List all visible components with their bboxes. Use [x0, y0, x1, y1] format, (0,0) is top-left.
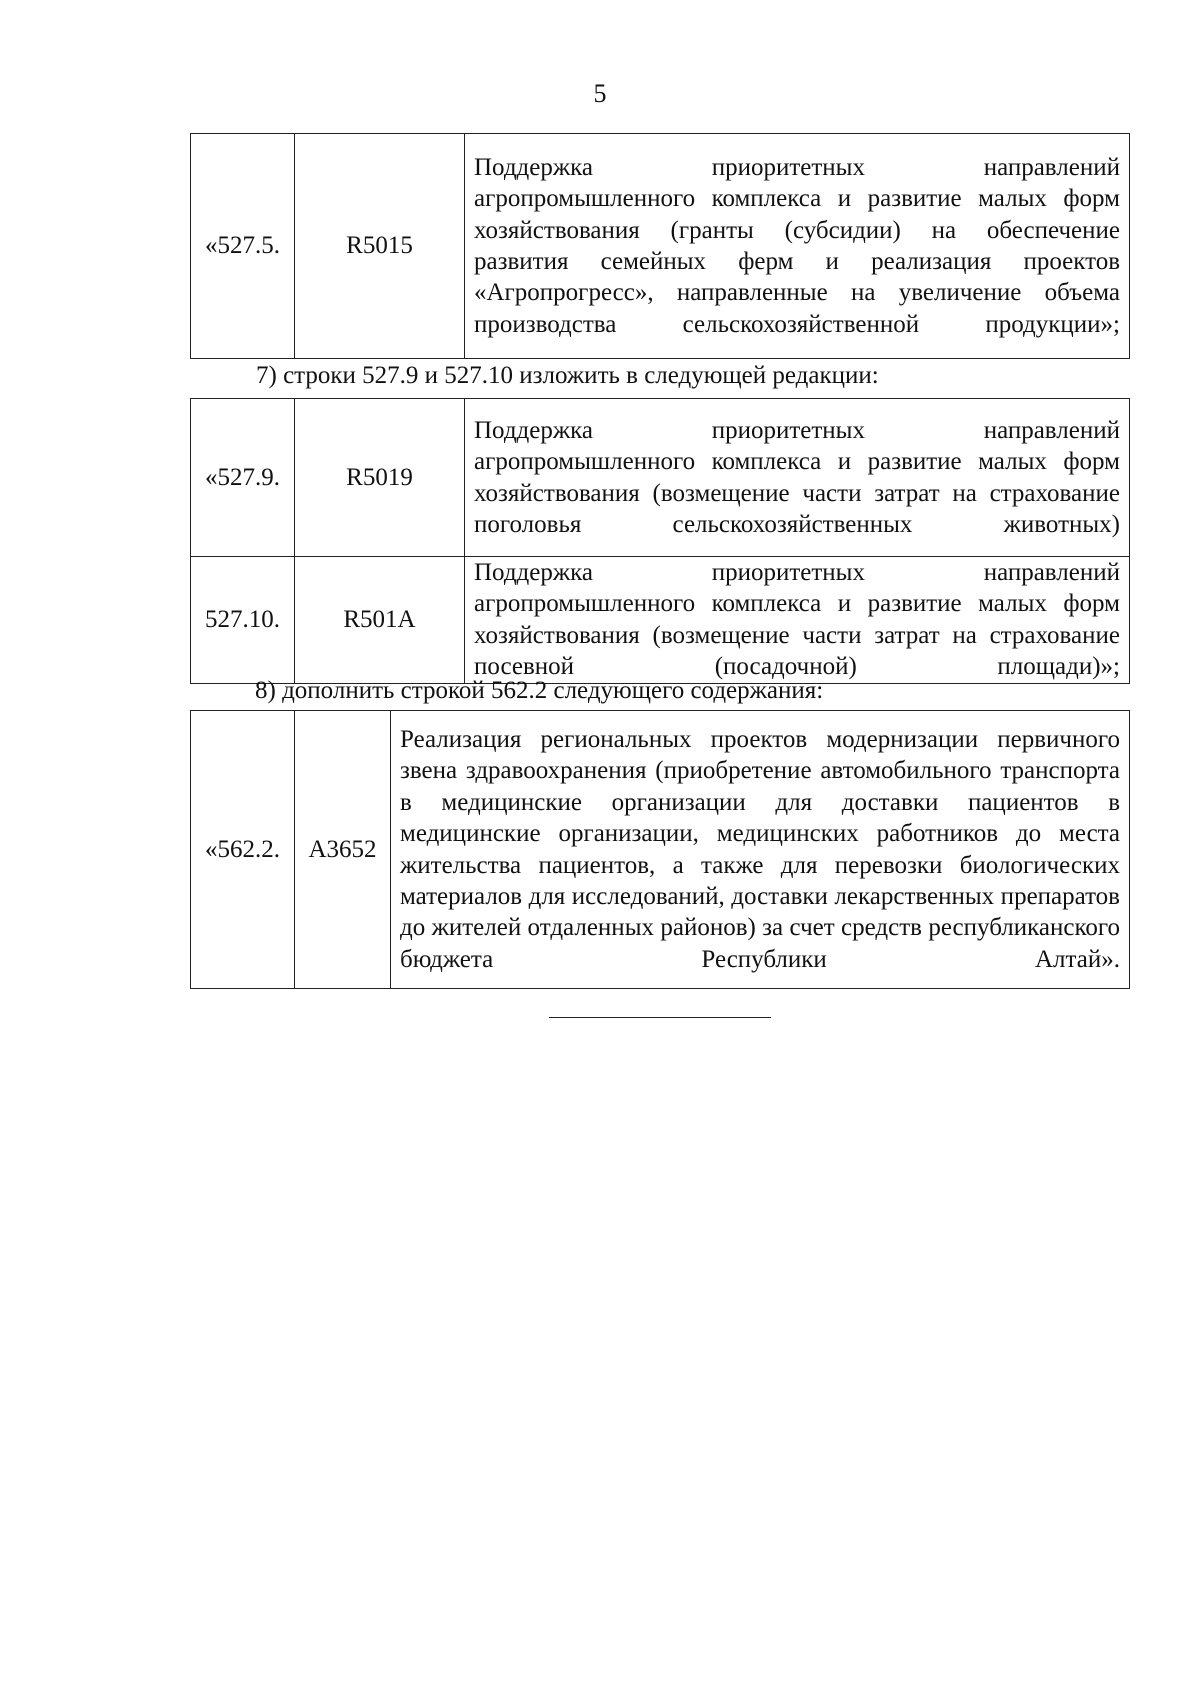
table-row	[191, 557, 1130, 684]
description-cell	[391, 711, 1130, 989]
table-row	[191, 711, 1130, 989]
table-row	[191, 134, 1130, 359]
end-of-document-rule	[549, 1017, 771, 1018]
budget-code-cell: A3652	[295, 711, 391, 989]
row-number-cell: 527.10.	[191, 557, 295, 684]
description-cell	[465, 134, 1130, 359]
page-number: 5	[593, 79, 607, 108]
description-text: Поддержка приоритетных направлений агропромышленного комплекса и развитие малых форм хозяйствования (гранты (субсидии) на обеспечение развития семейных ферм и реализация проектов «Агропрогресс», направленные на увеличение объема производства сельскохозяйственной продукции»;	[474, 153, 1120, 338]
description-cell	[465, 557, 1130, 684]
description-text: Реализация региональных проектов модернизации первичного звена здравоохранения (приобретение автомобильного транспорта в медицинские организации для доставки пациентов в медицинские организации, медицинских работников до места жительства пациентов, а также для перевозки биологических материалов для исследований, доставки лекарственных препаратов до жителей отдаленных районов) за счет средств республиканского бюджета Республики Алтай».	[400, 725, 1120, 973]
description-text: Поддержка приоритетных направлений агропромышленного комплекса и развитие малых форм хозяйствования (возмещение части затрат на страхование поголовья сельскохозяйственных животных)	[474, 416, 1120, 538]
amendment-table-527-5	[190, 133, 1130, 359]
amendment-table-527-9-527-10	[190, 398, 1130, 684]
row-number-cell: «527.5.	[191, 134, 295, 359]
row-number-cell: «527.9.	[191, 399, 295, 557]
instruction-7: 7) строки 527.9 и 527.10 изложить в следующей редакции:	[256, 362, 879, 389]
description-text: Поддержка приоритетных направлений агропромышленного комплекса и развитие малых форм хозяйствования (возмещение части затрат на страхование посевной (посадочной) площади)»;	[474, 559, 1120, 681]
budget-code-cell: R501A	[295, 557, 465, 684]
budget-code-cell: R5019	[295, 399, 465, 557]
table-row	[191, 399, 1130, 557]
instruction-8: 8) дополнить строкой 562.2 следующего содержания:	[255, 677, 824, 704]
row-number-cell: «562.2.	[191, 711, 295, 989]
budget-code-cell: R5015	[295, 134, 465, 359]
description-cell	[465, 399, 1130, 557]
amendment-table-562-2	[190, 710, 1130, 989]
